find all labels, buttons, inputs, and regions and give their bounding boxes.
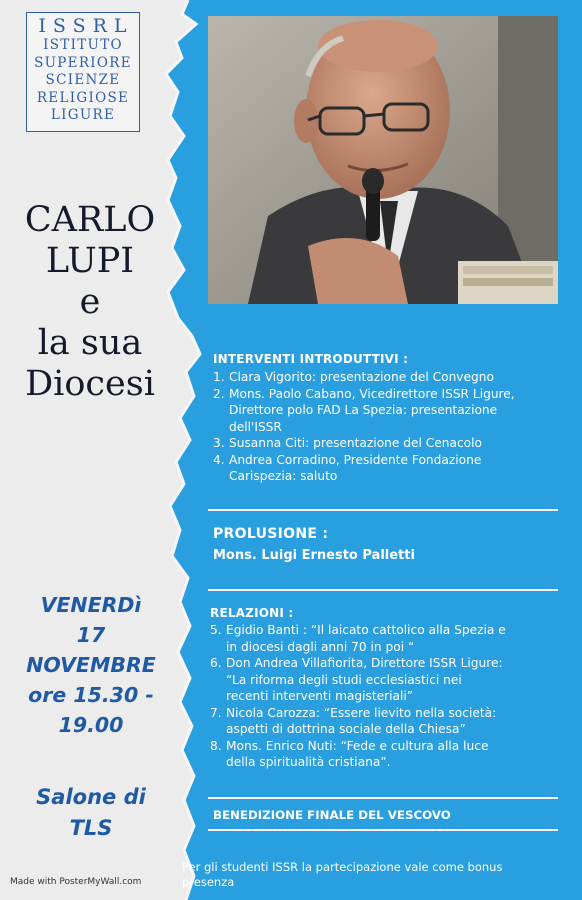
title-line: e (79, 282, 101, 322)
item-line: Nicola Carozza: “Essere lievito nella società: (226, 705, 497, 720)
relazione-item (210, 655, 562, 705)
venue-line: Salone di (36, 785, 146, 809)
logo-abbreviation: ISSRL (38, 15, 134, 37)
divider (208, 829, 558, 831)
item-line: in diocesi dagli anni 70 in poi “ (226, 639, 415, 654)
item-number: 1. (213, 370, 225, 384)
logo-line: SUPERIORE (34, 54, 132, 71)
date-line: VENERDì (40, 593, 142, 617)
event-venue (0, 782, 182, 844)
logo-line: RELIGIOSE (36, 89, 130, 106)
date-line: 19.00 (58, 713, 124, 737)
intro-heading: INTERVENTI INTRODUTTIVI : (213, 352, 409, 366)
logo-line: LIGURE (50, 107, 116, 123)
title-line: CARLO (24, 200, 156, 240)
item-line: dell'ISSR (229, 419, 282, 434)
item-number: 3. (213, 436, 225, 450)
relazioni-heading: RELAZIONI : (210, 606, 294, 620)
event-date (0, 590, 182, 740)
date-line: ore 15.30 - (28, 683, 154, 707)
item-number: 2. (213, 386, 225, 401)
item-line: Andrea Corradino, Presidente Fondazione (229, 452, 482, 467)
item-line: Egidio Banti : “Il laicato cattolico alla Spezia e (226, 623, 506, 637)
item-line: Direttore polo FAD La Spezia: presentazione (229, 403, 498, 417)
item-line: Don Andrea Villafiorita, Direttore ISSR Ligure: (226, 656, 503, 670)
item-number: 8. (210, 738, 222, 753)
item-line: aspetti di dottrina sociale della Chiesa” (226, 722, 466, 736)
item-number: 5. (210, 623, 222, 637)
student-note (182, 860, 574, 890)
item-line: Carispezia: saluto (229, 469, 338, 483)
title-line: la sua (37, 323, 143, 363)
item-number: 6. (210, 656, 222, 670)
speaker-photo (208, 16, 558, 304)
relazione-item (210, 738, 562, 771)
title-line: Diocesi (25, 364, 155, 404)
item-line: “La riforma degli studi ecclesiastici nei (226, 672, 462, 687)
issrl-logo (26, 12, 140, 132)
intro-item (213, 452, 563, 485)
prolusione-section (213, 526, 553, 563)
note-line: presenza (182, 875, 235, 889)
date-line: 17 (76, 623, 106, 647)
item-line: Mons. Paolo Cabano, Vicedirettore ISSR Ligure, (229, 386, 515, 401)
divider (208, 509, 558, 511)
prolusione-heading: PROLUSIONE : (213, 526, 329, 542)
logo-line: ISTITUTO (43, 37, 123, 53)
divider (208, 589, 558, 591)
benedizione-text: BENEDIZIONE FINALE DEL VESCOVO (213, 808, 451, 822)
item-line: recenti interventi magisteriali” (226, 689, 414, 703)
event-title (0, 200, 180, 405)
made-with-credit: Made with PosterMyWall.com (10, 877, 142, 887)
relazione-item (210, 705, 562, 738)
intro-section (213, 352, 563, 485)
divider (208, 797, 558, 799)
note-line: Per gli studenti ISSR la partecipazione vale come bonus (182, 860, 503, 874)
item-line: della spiritualità cristiana”. (226, 755, 391, 769)
item-number: 7. (210, 705, 222, 720)
item-number: 4. (213, 452, 225, 467)
item-line: Mons. Enrico Nuti: “Fede e cultura alla luce (226, 738, 489, 753)
intro-item (213, 369, 563, 386)
intro-item (213, 386, 563, 436)
prolusione-speaker: Mons. Luigi Ernesto Palletti (213, 548, 415, 563)
venue-line: TLS (69, 816, 113, 840)
title-line: LUPI (45, 241, 135, 281)
item-line: Clara Vigorito: presentazione del Convegno (229, 370, 494, 384)
logo-line: SCIENZE (45, 72, 121, 88)
intro-item (213, 435, 563, 452)
logo-full-name (27, 37, 139, 125)
date-line: NOVEMBRE (26, 653, 156, 677)
item-line: Susanna Citi: presentazione del Cenacolo (229, 436, 482, 450)
relazioni-section (210, 606, 562, 771)
relazione-item (210, 622, 562, 655)
